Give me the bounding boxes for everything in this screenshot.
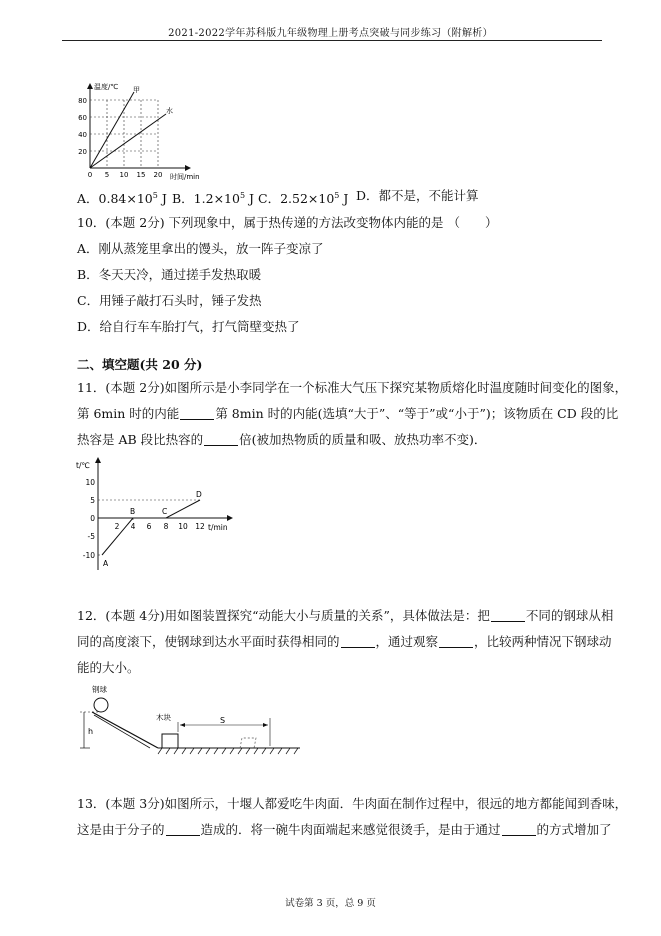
answer-blank xyxy=(341,635,375,648)
graph2-xtick: 4 xyxy=(130,522,136,531)
graph2-xtick: 6 xyxy=(146,522,152,531)
q11-line-3: 热容是 AB 段比热容的 倍(被加热物质的质量和吸、放热功率不变)． xyxy=(77,432,487,447)
q11-line-2: 第 6min 时的内能 第 8min 时的内能(选填“大于”、“等于”或“小于”)；该物质在 CD 段的比 xyxy=(77,406,619,421)
graph2-ytick: 5 xyxy=(90,496,95,505)
q13-line-1: 13．(本题 3分)如图所示，十堰人都爱吃牛肉面．牛肉面在制作过程中，很远的地方都能闻到香味， xyxy=(77,796,628,811)
graph2-ytick: -10 xyxy=(82,551,95,560)
answer-blank xyxy=(491,609,525,622)
ball-label: 钢球 xyxy=(92,685,107,694)
graph1-line-water xyxy=(90,114,166,168)
graph2-point-b: B xyxy=(130,507,136,516)
graph2-ylabel: t/℃ xyxy=(76,461,90,470)
graph1-ytick: 80 xyxy=(78,97,87,105)
answer-blank xyxy=(166,823,200,836)
graph1-xtick: 15 xyxy=(136,171,146,179)
q13-line-2: 这是由于分子的 造成的．将一碗牛肉面端起来感觉很烫手，是由于通过 的方式增加了 xyxy=(77,822,612,837)
graph1-label-jia: 甲 xyxy=(133,86,140,94)
temperature-time-graph xyxy=(70,80,220,185)
q12-line-3: 能的大小。 xyxy=(77,660,140,675)
graph1-ytick: 60 xyxy=(78,114,87,122)
wooden-block xyxy=(162,734,178,748)
q10-stem: 10．(本题 2分) 下列现象中，属于热传递的方法改变物体内能的是 （ ） xyxy=(77,215,498,230)
graph1-ylabel: 温度/℃ xyxy=(94,83,119,91)
q9-option-a: A．$0.84\times 10^5$ J xyxy=(77,191,167,206)
header-divider xyxy=(62,40,602,41)
answer-blank xyxy=(502,823,536,836)
graph2-xlabel: t/min xyxy=(208,523,228,532)
answer-blank xyxy=(180,407,214,420)
graph2-xtick: 8 xyxy=(163,522,169,531)
answer-blank xyxy=(204,433,238,446)
graph1-xtick: 0 xyxy=(87,171,93,179)
graph1-line-jia xyxy=(90,92,134,168)
graph2-xtick: 2 xyxy=(114,522,120,531)
melting-curve-graph xyxy=(72,454,237,574)
graph1-xtick: 5 xyxy=(104,171,110,179)
q10-option-c: C．用锤子敲打石头时，锤子发热 xyxy=(77,293,262,308)
q9-option-d: D．都不是，不能计算 xyxy=(356,188,479,203)
q11-line-1: 11．(本题 2分)如图所示是小李同学在一个标准大气压下探究某物质熔化时温度随时间变化的图象， xyxy=(77,380,628,395)
page-footer: 试卷第 3 页，总 9 页 xyxy=(285,898,376,909)
q9-option-c: C．$2.52\times 10^5$ J xyxy=(258,191,349,206)
page-header: 2021-2022学年苏科版九年级物理上册考点突破与同步练习（附解析） xyxy=(168,28,493,39)
graph1-xlabel: 时间/min xyxy=(170,173,200,181)
graph2-point-c: C xyxy=(162,507,168,516)
s-label: S xyxy=(220,716,226,725)
section-title: 二、填空题(共 20 分) xyxy=(77,357,203,372)
q10-option-d: D．给自行车车胎打气，打气筒壁变热了 xyxy=(77,319,300,334)
graph2-xtick: 10 xyxy=(178,522,188,531)
q12-line-1: 12．(本题 4分)用如图装置探究“动能大小与质量的关系”，具体做法是：把 不同的钢球从相 xyxy=(77,608,614,623)
ramp-surface xyxy=(92,712,158,748)
steel-ball xyxy=(94,698,108,712)
graph2-ytick: -5 xyxy=(87,532,95,541)
h-label: h xyxy=(88,727,94,736)
graph1-xtick: 20 xyxy=(153,171,163,179)
graph2-ytick: 0 xyxy=(90,514,95,523)
graph2-point-d: D xyxy=(196,490,202,499)
graph1-xtick: 10 xyxy=(119,171,129,179)
graph2-xtick: 12 xyxy=(195,522,205,531)
q10-option-b: B．冬天天冷，通过搓手发热取暖 xyxy=(77,267,262,282)
answer-blank xyxy=(439,635,473,648)
graph1-ytick: 20 xyxy=(78,148,87,156)
ramp-experiment-figure xyxy=(80,682,310,762)
graph2-ytick: 10 xyxy=(85,478,95,487)
q9-option-b: B．$1.2\times 10^5$ J xyxy=(172,191,255,206)
graph1-label-water: 水 xyxy=(166,107,173,115)
q12-line-2: 同的高度滚下，使钢球到达水平面时获得相同的 ，通过观察 ，比较两种情况下钢球动 xyxy=(77,634,612,649)
graph1-ytick: 40 xyxy=(78,131,87,139)
q10-option-a: A．刚从蒸笼里拿出的馒头，放一阵子变凉了 xyxy=(77,241,324,256)
block-label: 木块 xyxy=(156,713,171,722)
graph2-point-a: A xyxy=(103,559,109,568)
